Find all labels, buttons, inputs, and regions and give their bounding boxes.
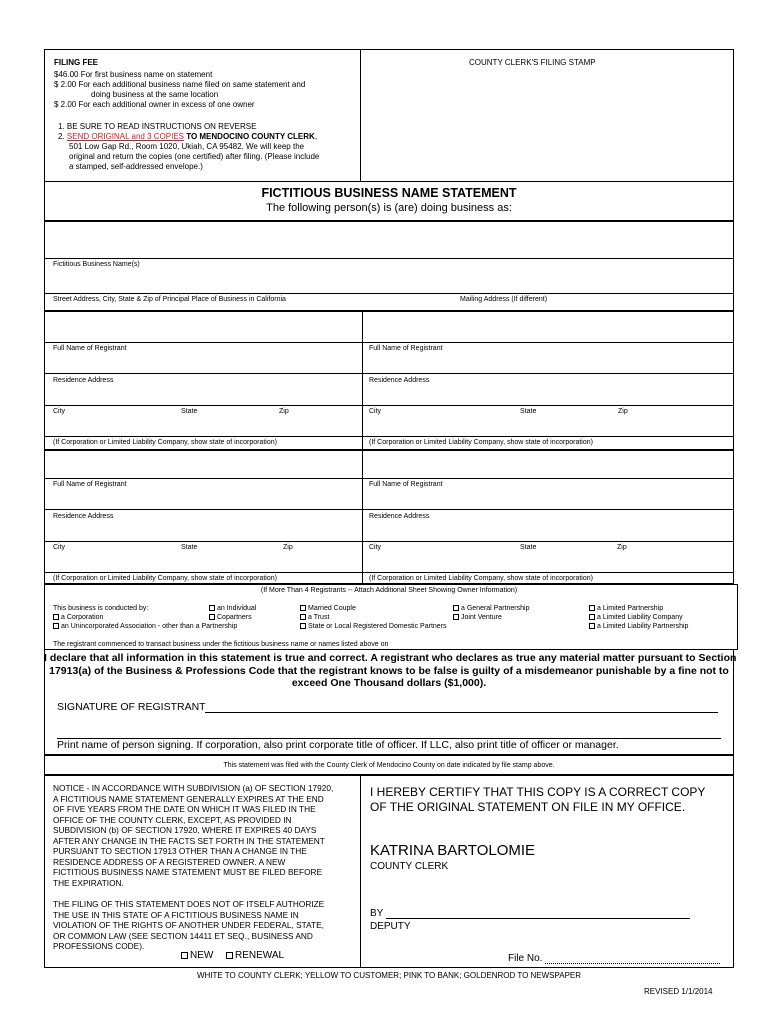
- bottom-divider: [360, 775, 361, 968]
- title-top-rule: [44, 181, 734, 182]
- registrants-divider-2: [362, 450, 363, 584]
- registrant-3-name-label: Full Name of Registrant: [53, 481, 127, 488]
- option-label: an Unincorporated Association - other than a Partnership: [61, 623, 238, 630]
- option-individual[interactable]: [209, 605, 256, 612]
- registrant-1-residence-label: Residence Address: [53, 377, 114, 384]
- checkbox-icon: [226, 952, 233, 959]
- registrants-divider-1: [362, 311, 363, 450]
- filing-stamp-area[interactable]: [362, 70, 732, 180]
- more-registrants-note: (If More Than 4 Registrants -- Attach Additional Sheet Showing Owner Information): [260, 587, 518, 594]
- declaration-line-3: exceed One Thousand dollars ($1,000).: [291, 677, 487, 689]
- declaration-line-2: 17913(a) of the Business & Professions Code that the registrant knows to be false is guilty of a misdemeanor punishable by a fine not to: [49, 665, 729, 677]
- instruction-2: [58, 132, 317, 141]
- send-copies-text: SEND ORIGINAL and 3 COPIES: [66, 132, 184, 141]
- filing-fee-title: FILING FEE: [54, 58, 98, 67]
- copy-distribution: WHITE TO COUNTY CLERK; YELLOW TO CUSTOMER; PINK TO BANK; GOLDENROD TO NEWSPAPER: [196, 971, 582, 980]
- filing-stamp-label: COUNTY CLERK'S FILING STAMP: [469, 58, 596, 67]
- notice-line: PURSUANT TO SECTION 17913 OTHER THAN A CHANGE IN THE: [53, 846, 307, 856]
- instruction-2-comma: ,: [314, 132, 318, 141]
- checkbox-icon: [453, 614, 459, 620]
- option-label: Married Couple: [308, 605, 356, 612]
- certify-line-1: I HEREBY CERTIFY THAT THIS COPY IS A CORRECT COPY: [370, 785, 706, 799]
- registrant-4-state-label: State: [520, 544, 537, 551]
- fee-line-2: $ 2.00 For each additional business name filed on same statement and: [54, 80, 306, 89]
- registrant-4-residence-label: Residence Address: [369, 513, 430, 520]
- conducted-by-label: This business is conducted by:: [53, 605, 149, 612]
- notice-line: THE EXPIRATION.: [53, 877, 124, 888]
- notice-line: A FICTITIOUS NAME STATEMENT GENERALLY EXPIRES AT THE END: [53, 793, 324, 804]
- registrant-3-name-field[interactable]: [46, 452, 360, 477]
- registrant-4-name-field[interactable]: [364, 452, 732, 477]
- option-general-partnership[interactable]: [453, 605, 529, 612]
- checkbox-icon: [589, 614, 595, 620]
- registrant-1-city-label: City: [53, 408, 66, 415]
- notice-line-2: VIOLATION OF THE RIGHTS OF ANOTHER UNDER FEDERAL, STATE,: [53, 920, 324, 930]
- deputy-signature-field[interactable]: [386, 918, 690, 919]
- option-label: a Limited Liability Partnership: [597, 623, 689, 630]
- checkbox-icon: [209, 605, 215, 611]
- option-label: a Trust: [308, 614, 330, 621]
- checkbox-icon: [453, 605, 459, 611]
- notice-line: OF FIVE YEARS FROM THE DATE ON WHICH IT WAS FILED IN THE: [53, 804, 316, 814]
- file-no-field[interactable]: [545, 963, 720, 964]
- print-name-label: Print name of person signing. If corporation, also print corporate title of officer. If LLC, also print title of officer or manager.: [57, 739, 619, 751]
- deputy-label: DEPUTY: [370, 921, 411, 932]
- notice-line-2: OR COMMON LAW (SEE SECTION 14411 ET SEQ., BUSINESS AND: [53, 930, 313, 941]
- reg1-rule-c: [44, 405, 734, 406]
- option-label: Copartners: [217, 614, 252, 621]
- option-label: an Individual: [217, 605, 257, 612]
- notice-line: RESIDENCE ADDRESS OF A REGISTERED OWNER. A NEW: [53, 856, 286, 867]
- checkbox-icon: [209, 614, 215, 620]
- street-rule: [44, 293, 734, 294]
- option-llp[interactable]: [589, 623, 688, 630]
- renewal-checkbox[interactable]: [226, 950, 284, 961]
- option-label: State or Local Registered Domestic Partners: [308, 623, 447, 630]
- file-no-label: File No.: [508, 953, 543, 964]
- option-limited-partnership[interactable]: [589, 605, 663, 612]
- mendocino-clerk-text: TO MENDOCINO COUNTY CLERK: [183, 132, 315, 141]
- option-copartners[interactable]: [209, 614, 252, 621]
- registrant-3-zip-label: Zip: [283, 544, 293, 551]
- notice-line: OFFICE OF THE COUNTY CLERK, EXCEPT, AS PROVIDED IN: [53, 814, 292, 825]
- checkbox-icon: [589, 623, 595, 629]
- checkbox-icon: [589, 605, 595, 611]
- registrant-4-name-label: Full Name of Registrant: [369, 481, 443, 488]
- registrant-3-state-label: State: [181, 544, 198, 551]
- option-label: a Limited Partnership: [597, 605, 664, 612]
- option-label: a Limited Liability Company: [597, 614, 683, 621]
- registrant-1-state-label: State: [181, 408, 198, 415]
- notice-line-2: PROFESSIONS CODE).: [53, 941, 145, 951]
- registrant-1-corp-label: (If Corporation or Limited Liability Company, show state of incorporation): [53, 439, 277, 446]
- option-corporation[interactable]: [53, 614, 103, 621]
- new-checkbox[interactable]: [181, 950, 213, 961]
- registrant-3-residence-label: Residence Address: [53, 513, 114, 520]
- fee-line-3: $ 2.00 For each additional owner in excess of one owner: [54, 100, 255, 109]
- notice-line-2: THE USE IN THIS STATE OF A FICTITIOUS BUSINESS NAME IN: [53, 909, 299, 920]
- reg1-rule-d: [44, 436, 734, 437]
- registrant-1-zip-label: Zip: [279, 408, 289, 415]
- registrant-2-name-field[interactable]: [364, 313, 732, 341]
- option-label: a Corporation: [61, 614, 104, 621]
- reg2-rule-b: [44, 509, 734, 510]
- checkbox-icon: [181, 952, 188, 959]
- instruction-2-line-2: 501 Low Gap Rd., Room 1020, Ukiah, CA 95482. We will keep the: [69, 142, 305, 151]
- business-name-label: Fictitious Business Name(s): [53, 261, 140, 268]
- street-address-label: Street Address, City, State & Zip of Principal Place of Business in California: [53, 296, 286, 303]
- instruction-2-line-3: original and return the copies (one certified) after filing. (Please include: [69, 152, 320, 161]
- clerk-name: KATRINA BARTOLOMIE: [370, 842, 536, 859]
- notice-line: SUBDIVISION (b) OF SECTION 17920, WHERE IT EXPIRES 40 DAYS: [53, 825, 317, 835]
- stamp-divider: [360, 49, 361, 181]
- notice-line: FICTITIOUS BUSINESS NAME STATEMENT MUST BE FILED BEFORE: [53, 867, 323, 877]
- option-trust[interactable]: [300, 614, 329, 621]
- declaration-line-1: I declare that all information in this statement is true and correct. A registrant who declares as true any material matter pursuant to Section: [44, 652, 737, 664]
- form-subtitle: The following person(s) is (are) doing business as:: [266, 202, 512, 214]
- option-joint-venture[interactable]: [453, 614, 502, 621]
- instruction-1: 1. BE SURE TO READ INSTRUCTIONS ON REVERSE: [58, 122, 257, 131]
- checkbox-icon: [53, 614, 59, 620]
- notice-block: [53, 783, 353, 952]
- option-married-couple[interactable]: [300, 605, 356, 612]
- registrant-1-name-field[interactable]: [46, 313, 360, 341]
- registrant-4-zip-label: Zip: [617, 544, 627, 551]
- fee-line-2b: doing business at the same location: [91, 90, 219, 99]
- option-llc[interactable]: [589, 614, 683, 621]
- registrant-4-corp-label: (If Corporation or Limited Liability Company, show state of incorporation): [369, 575, 593, 582]
- option-domestic-partners[interactable]: [300, 623, 447, 630]
- checkbox-icon: [53, 623, 59, 629]
- fee-line-1: $46.00 For first business name on statement: [54, 70, 213, 79]
- notice-line-2: THE FILING OF THIS STATEMENT DOES NOT OF ITSELF AUTHORIZE: [53, 899, 325, 909]
- instruction-2-num: 2.: [58, 132, 67, 141]
- registrant-2-zip-label: Zip: [618, 408, 628, 415]
- option-label: a General Partnership: [461, 605, 530, 612]
- signature-field[interactable]: [205, 712, 718, 713]
- by-label: BY: [370, 908, 384, 919]
- registrant-4-city-label: City: [369, 544, 382, 551]
- notice-line: AFTER ANY CHANGE IN THE FACTS SET FORTH IN THE STATEMENT: [53, 835, 325, 846]
- reg2-rule-a: [44, 478, 734, 479]
- checkbox-icon: [300, 623, 306, 629]
- checkbox-icon: [300, 605, 306, 611]
- filed-with-note: This statement was filed with the County Clerk of Mendocino County on date indicated by file stamp above.: [223, 762, 555, 769]
- certify-line-2: OF THE ORIGINAL STATEMENT ON FILE IN MY OFFICE.: [370, 800, 686, 814]
- mailing-address-label: Mailing Address (If different): [460, 296, 548, 303]
- registrant-2-corp-label: (If Corporation or Limited Liability Company, show state of incorporation): [369, 439, 593, 446]
- clerk-title: COUNTY CLERK: [370, 861, 449, 872]
- registrant-3-corp-label: (If Corporation or Limited Liability Company, show state of incorporation): [53, 575, 277, 582]
- checkbox-icon: [300, 614, 306, 620]
- reg2-rule-d: [44, 572, 734, 573]
- registrant-3-city-label: City: [53, 544, 66, 551]
- instruction-2-line-4: a stamped, self-addressed envelope.): [69, 162, 203, 171]
- notice-line: NOTICE - IN ACCORDANCE WITH SUBDIVISION (a) OF SECTION 17920,: [53, 783, 334, 793]
- registrant-2-name-label: Full Name of Registrant: [369, 345, 443, 352]
- revised-date: REVISED 1/1/2014: [644, 987, 713, 996]
- commenced-label: The registrant commenced to transact business under the fictitious business name or names listed above on: [53, 641, 389, 648]
- reg1-rule-a: [44, 342, 734, 343]
- option-label: Joint Venture: [461, 614, 502, 621]
- reg1-rule-b: [44, 373, 734, 374]
- registrant-2-residence-label: Residence Address: [369, 377, 430, 384]
- business-name-field[interactable]: [46, 223, 732, 257]
- form-title: FICTITIOUS BUSINESS NAME STATEMENT: [261, 186, 517, 200]
- business-name-rule: [44, 258, 734, 259]
- signature-label: SIGNATURE OF REGISTRANT: [57, 701, 206, 713]
- registrant-1-name-label: Full Name of Registrant: [53, 345, 127, 352]
- registrant-2-city-label: City: [369, 408, 382, 415]
- reg2-rule-c: [44, 541, 734, 542]
- street-address-field[interactable]: [46, 270, 732, 292]
- renewal-label: RENEWAL: [235, 950, 285, 961]
- registrant-2-state-label: State: [520, 408, 537, 415]
- option-unincorporated[interactable]: [53, 623, 237, 630]
- new-label: NEW: [190, 950, 214, 961]
